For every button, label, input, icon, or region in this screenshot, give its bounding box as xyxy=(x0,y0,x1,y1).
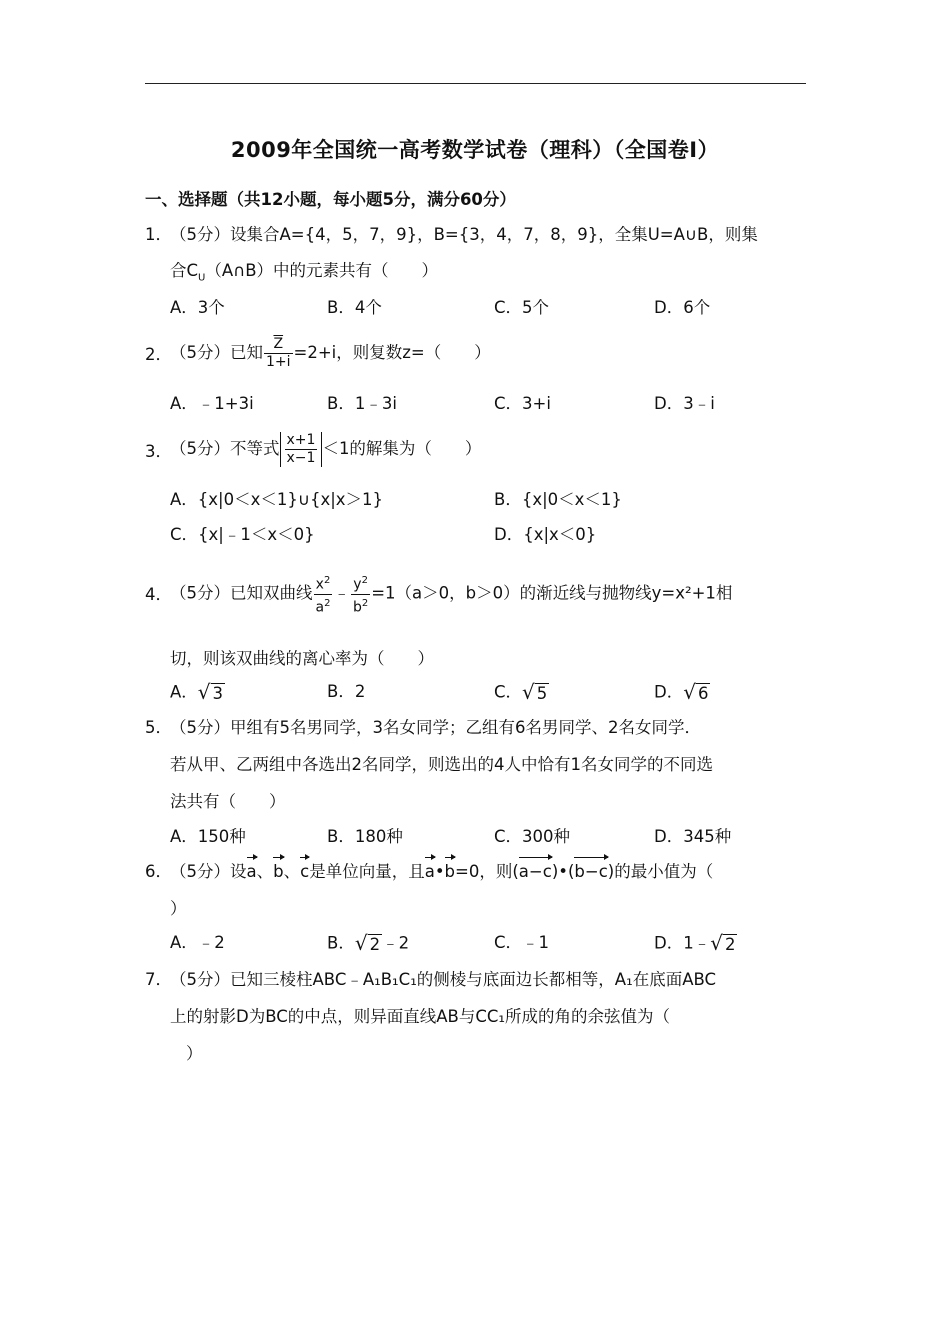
q3-option-b: B．{x|0＜x＜1} xyxy=(494,490,622,509)
q7-number: 7． xyxy=(145,970,172,989)
q6-stem: （5分）设a、b、c是单位向量，且a•b=0，则(a−c)•(b−c)的最小值为（ xyxy=(170,854,713,884)
q4-option-d: D．√ 6 xyxy=(654,680,709,704)
q3-number: 3． xyxy=(145,442,172,461)
q3-option-a: A．{x|0＜x＜1}∪{x|x＞1} xyxy=(170,490,384,509)
q4-option-c: C．√ 5 xyxy=(494,680,548,704)
q6-option-d: D．1﹣√ 2 xyxy=(654,931,736,955)
q3-stem: （5分）不等式 $\frac{x+1}{x-1}$ ＜1的解集为（ ） xyxy=(170,432,482,466)
q2-option-a: A．﹣1+3i xyxy=(170,394,254,413)
q5-number: 5． xyxy=(145,718,172,737)
q5-option-c: C．300种 xyxy=(494,827,571,846)
q2-number: 2． xyxy=(145,345,172,364)
q4-option-b: B．2 xyxy=(327,682,366,701)
q3-option-d: D．{x|x＜0} xyxy=(494,525,597,544)
q1-line1: （5分）设集合A={4，5，7，9}，B={3，4，7，8，9}，全集U=A∪B，则集 xyxy=(170,225,758,244)
section-heading: 一、选择题（共12小题，每小题5分，满分60分） xyxy=(145,190,516,209)
q2-option-c: C．3+i xyxy=(494,394,551,413)
q4-number: 4． xyxy=(145,585,172,604)
q4-fraction-x: $\frac{x^2}{a^2}$ xyxy=(315,575,331,616)
q3-fraction: $\frac{x+1}{x-1}$ xyxy=(286,432,316,466)
q5-line2: 若从甲、乙两组中各选出2名同学，则选出的4人中恰有1名女同学的不同选 xyxy=(170,755,713,774)
q7-line1: （5分）已知三棱柱ABC﹣A₁B₁C₁的侧棱与底面边长都相等，A₁在底面ABC xyxy=(170,970,717,989)
q5-option-d: D．345种 xyxy=(654,827,732,846)
q1-option-c: C．5个 xyxy=(494,298,550,317)
q5-line1: （5分）甲组有5名男同学，3名女同学；乙组有6名男同学、2名女同学． xyxy=(170,718,701,737)
page-title: 2009年全国统一高考数学试卷（理科）（全国卷Ⅰ） xyxy=(230,138,720,162)
header-rule xyxy=(145,83,806,84)
q6-option-c: C．﹣1 xyxy=(494,933,550,952)
q5-line3: 法共有（ ） xyxy=(170,792,286,811)
q7-line2: 上的射影D为BC的中点，则异面直线AB与CC₁所成的角的余弦值为（ xyxy=(170,1007,671,1026)
q4-line2: 切，则该双曲线的离心率为（ ） xyxy=(170,649,434,668)
q1-option-a: A．3个 xyxy=(170,298,225,317)
q4-option-a: A．√ 3 xyxy=(170,680,224,704)
q5-option-b: B．180种 xyxy=(327,827,403,846)
q5-option-a: A．150种 xyxy=(170,827,246,846)
q6-line2: ） xyxy=(170,899,187,918)
q3-option-c: C．{x|﹣1＜x＜0} xyxy=(170,525,315,544)
q2-option-b: B．1﹣3i xyxy=(327,394,397,413)
q6-number: 6． xyxy=(145,862,172,881)
q1-line2: 合$C_U(A\cap B)$中的元素共有（ ） xyxy=(170,261,439,284)
q7-line3: ） xyxy=(186,1044,203,1063)
q2-stem: （5分）已知 $\frac{\overline{Z}}{1+i}$ =2+i，则复数z=（ ） xyxy=(170,336,491,370)
q6-option-a: A．﹣2 xyxy=(170,933,225,952)
q1-option-d: D．6个 xyxy=(654,298,711,317)
q1-option-b: B．4个 xyxy=(327,298,382,317)
q2-fraction: $\frac{\overline{Z}}{1+i}$ xyxy=(266,336,291,370)
q6-option-b: B．√ 2 ﹣2 xyxy=(327,931,410,955)
q2-option-d: D．3﹣i xyxy=(654,394,715,413)
q1-number: 1． xyxy=(145,225,172,244)
q4-fraction-y: $\frac{y^2}{b^2}$ xyxy=(352,575,369,616)
q4-stem: （5分）已知双曲线 $\frac{x^2}{a^2}$ ﹣ $\frac{y^2}{b^2}$ =1（a＞0，b＞0）的渐近线与抛物线y=x²+1相 xyxy=(170,572,732,616)
